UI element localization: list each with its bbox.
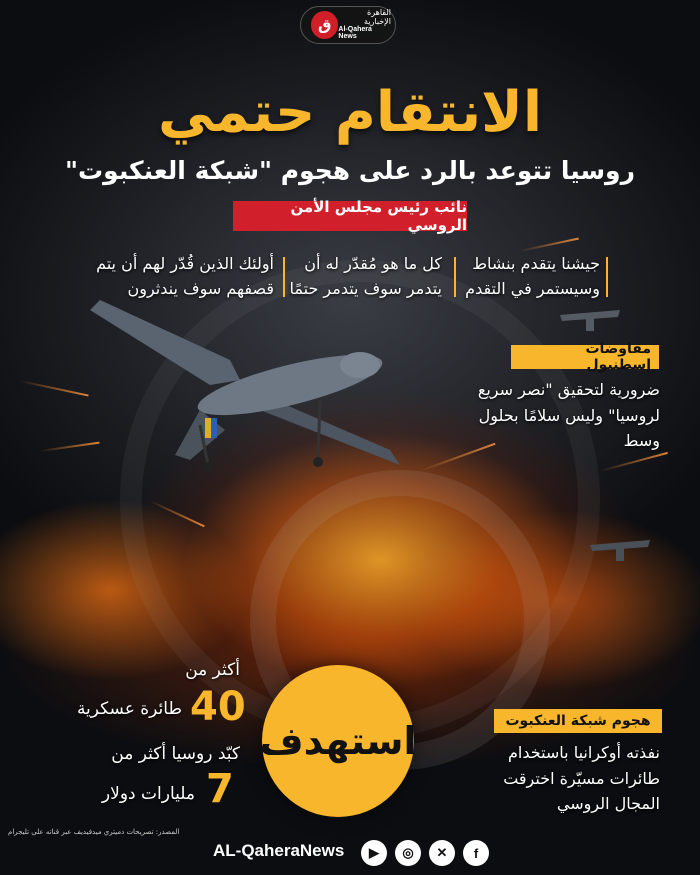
logo-mark: ق — [311, 11, 338, 39]
footer-brand-name: AL-QaheraNews — [213, 841, 345, 860]
quote-1-line2: وسيستمر في التقدم — [465, 278, 600, 298]
small-drone — [560, 305, 620, 335]
x-icon[interactable]: ✕ — [429, 840, 455, 866]
spiderweb-text — [470, 740, 660, 817]
page-title: الانتقام حتمي — [157, 80, 543, 145]
quote-divider — [454, 257, 456, 297]
page-subtitle: روسيا تتوعد بالرد على هجوم "شبكة العنكبوت" — [65, 156, 635, 185]
istanbul-text — [440, 377, 660, 454]
logo-english-name: Al-Qahera News — [338, 26, 372, 41]
quote-divider — [283, 257, 285, 297]
quote-2 — [272, 252, 442, 302]
spiderweb-line-1: نفذته أوكرانيا باستخدام — [507, 743, 660, 762]
stat-2-prefix: كبّد روسيا أكثر من — [111, 744, 240, 764]
quote-3-line2: قصفهم سوف يندثرون — [127, 278, 274, 298]
spiderweb-tag: هجوم شبكة العنكبوت — [494, 709, 662, 733]
speaker-badge: نائب رئيس مجلس الأمن الروسي — [233, 201, 467, 231]
stat-1-prefix: أكثر من — [185, 660, 240, 680]
youtube-icon[interactable]: ▶ — [361, 840, 387, 866]
target-label: استهدف — [259, 719, 417, 763]
istanbul-line-3: وسط — [623, 431, 660, 451]
spiderweb-line-3: المجال الروسي — [556, 794, 660, 814]
tracer-streak — [520, 238, 579, 252]
channel-logo — [300, 6, 396, 44]
tracer-streak — [600, 452, 668, 472]
target-circle — [259, 665, 417, 817]
quote-1-line1: جيشنا يتقدم بنشاط — [472, 254, 600, 273]
quote-2-line1: كل ما هو مُقدّر له أن — [304, 254, 442, 273]
logo-arabic-name: القاهرة الإخبارية — [364, 8, 391, 26]
quote-3-line1: أولئك الذين قُدّر لهم أن يتم — [96, 254, 274, 273]
instagram-icon[interactable]: ◎ — [395, 840, 421, 866]
stat-1-number: 40 — [190, 684, 246, 730]
stat-1-unit: طائرة عسكرية — [76, 699, 182, 719]
quote-divider — [606, 257, 608, 297]
drone-illustration — [90, 290, 420, 490]
spiderweb-line-2: طائرات مسيّرة اخترقت — [503, 768, 660, 788]
istanbul-line-1: ضرورية لتحقيق "نصر سريع — [477, 380, 660, 399]
istanbul-tag: مفاوضات إسطنبول — [511, 345, 659, 369]
small-drone — [590, 535, 650, 565]
quote-2-line2: يتدمر سوف يتدمر حتمًا — [289, 278, 442, 298]
quote-1 — [450, 252, 600, 302]
stat-2-number: 7 — [206, 766, 234, 812]
source-note: المصدر: تصريحات دميتري ميدفيديف عبر قناته على تليجرام — [8, 828, 180, 836]
tracer-streak — [20, 380, 89, 397]
quote-3 — [84, 252, 274, 302]
istanbul-line-2: لروسيا" وليس سلامًا بحلول — [478, 405, 660, 425]
stat-2-unit: مليارات دولار — [101, 784, 195, 804]
facebook-icon[interactable]: f — [463, 840, 489, 866]
